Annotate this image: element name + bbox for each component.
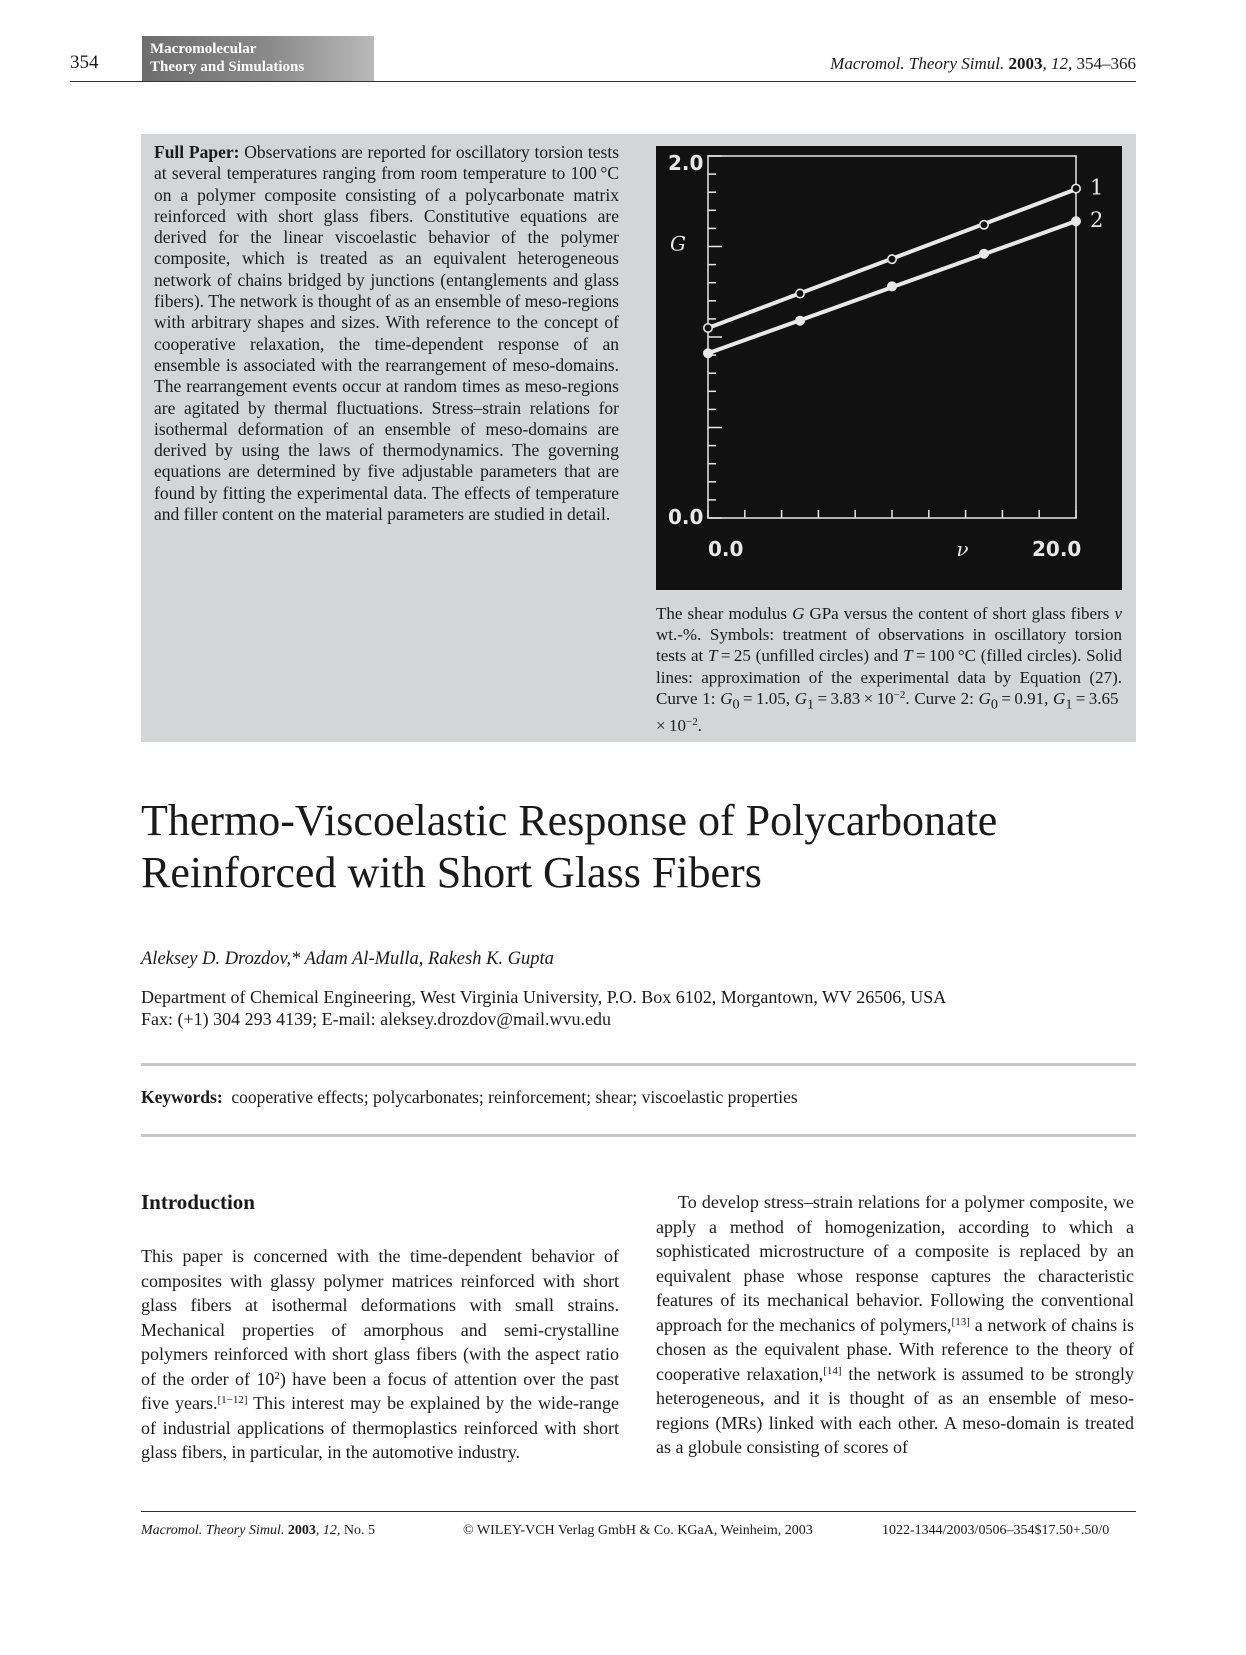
chart-svg bbox=[656, 146, 1122, 590]
running-year: 2003 bbox=[1008, 54, 1043, 73]
abstract-body: Observations are reported for oscillatory torsion tests at several temperatures ranging from room temperature to 100 °C on a polymer composite consisting of a polycarbonate matrix reinforced with short glass fibers. Constitutive equations are derived for the linear viscoelastic behavior of the polymer composite, which is treated as an equivalent heterogeneous network of chains bridged by junctions (entanglements and glass fibers). The network is thought of as an ensemble of meso-regions with arbitrary shapes and sizes. With reference to the concept of cooperative relaxation, the time-dependent response of an ensemble is associated with the rearrangement of meso-domains. The rearrangement events occur at random times as meso-regions are agitated by thermal fluctuations. Stress–strain relations for isothermal deformation of an ensemble of meso-domains are derived by using the laws of thermodynamics. The governing equations are determined by five adjustable parameters that are found by fitting the experimental data. The effects of temperature and filler content on the material parameters are studied in detail. bbox=[154, 142, 619, 525]
footer-citation: Macromol. Theory Simul. 2003, 12, No. 5 bbox=[141, 1523, 375, 1538]
x-tick-label-max: 20.0 bbox=[1032, 537, 1082, 561]
data-point-series-2 bbox=[704, 349, 712, 357]
affiliation-line-2: Fax: (+1) 304 293 4139; E-mail: aleksey.drozdov@mail.wvu.edu bbox=[141, 1009, 611, 1029]
footer-code: 1022-1344/2003/0506–354$17.50+.50/0 bbox=[882, 1523, 1110, 1538]
body-column-right: To develop stress–strain relations for a polymer composite, we apply a method of homogenization, according to which a sophisticated microstructure of a composite is replaced by an equivalent phase whose response captures the characteristic features of its mechanical behavior. Following the conventional approach for the mechanics of polymers,[13] a network of chains is chosen as the equivalent phase. With reference to the theory of cooperative relaxation,[14] the network is assumed to be strongly heterogeneous, and it is thought of as an ensemble of meso-regions (MRs) linked with each other. A meso-domain is treated as a globule consisting of scores of bbox=[656, 1192, 1134, 1457]
data-point-series-2 bbox=[1072, 217, 1080, 225]
affiliation-line-1: Department of Chemical Engineering, West Virginia University, P.O. Box 6102, Morgantown, WV 26506, USA bbox=[141, 987, 947, 1007]
logo-line-1: Macromolecular bbox=[150, 41, 257, 57]
authors: Aleksey D. Drozdov,* Adam Al-Mulla, Rakesh K. Gupta bbox=[141, 949, 554, 969]
footer-rule bbox=[141, 1511, 1136, 1512]
data-point-series-2 bbox=[888, 282, 896, 290]
title-line-1: Thermo-Viscoelastic Response of Polycarbonate bbox=[141, 796, 998, 845]
data-point-series-1 bbox=[980, 221, 988, 229]
keywords bbox=[141, 1087, 798, 1108]
data-point-series-1 bbox=[888, 255, 896, 263]
x-tick-label-min: 0.0 bbox=[708, 537, 744, 561]
running-head: Macromol. Theory Simul. 2003, 12, 354–366 bbox=[830, 54, 1136, 73]
footer-volume: 12 bbox=[322, 1523, 337, 1538]
keywords-bottom-rule bbox=[141, 1134, 1136, 1137]
footer-year: 2003 bbox=[287, 1523, 316, 1538]
running-journal: Macromol. Theory Simul. bbox=[830, 54, 1005, 73]
running-pages: 354–366 bbox=[1076, 54, 1136, 73]
series-label-2: 2 bbox=[1090, 208, 1104, 233]
footer-journal: Macromol. Theory Simul. bbox=[141, 1523, 285, 1538]
data-point-series-1 bbox=[796, 289, 804, 297]
title-line-2: Reinforced with Short Glass Fibers bbox=[141, 848, 762, 897]
footer-issue: No. 5 bbox=[343, 1523, 375, 1538]
data-point-series-1 bbox=[704, 324, 712, 332]
data-point-series-2 bbox=[796, 317, 804, 325]
figure-chart bbox=[656, 146, 1122, 590]
keywords-top-rule bbox=[141, 1063, 1136, 1066]
section-heading-introduction: Introduction bbox=[141, 1190, 255, 1214]
abstract-label: Full Paper: bbox=[154, 142, 240, 162]
figure-caption: The shear modulus G GPa versus the content of short glass fibers v wt.-%. Symbols: treatment of observations in oscillatory torsion tests at T = 25 (unfilled circles) and T = 100 °C (filled circles). Solid lines: approximation of the experimental data by Equation (27). Curve 1: $G_0 = 1.05$, $G_1 = 3.83 \times 10^{-2}$. Curve 2: $G_0 = 0.91$, $G_1 = 3.65 \times 10^{-2}$. bbox=[656, 604, 1123, 736]
journal-logo bbox=[142, 36, 374, 82]
chart-background bbox=[656, 146, 1122, 590]
keywords-list: cooperative effects; polycarbonates; reinforcement; shear; viscoelastic properties bbox=[231, 1087, 798, 1107]
logo-line-2: Theory and Simulations bbox=[150, 59, 305, 75]
article-title bbox=[141, 795, 1141, 899]
series-label-1: 1 bbox=[1090, 175, 1104, 200]
page-number: 354 bbox=[70, 52, 99, 73]
abstract bbox=[154, 142, 619, 525]
y-tick-label-min: 0.0 bbox=[668, 505, 704, 529]
x-axis-label: ν bbox=[956, 537, 969, 561]
header-rule bbox=[70, 81, 1136, 82]
footer-copyright: © WILEY-VCH Verlag GmbH & Co. KGaA, Weinheim, 2003 bbox=[463, 1523, 813, 1538]
running-volume: 12 bbox=[1051, 54, 1068, 73]
data-point-series-2 bbox=[980, 250, 988, 258]
keywords-label: Keywords: bbox=[141, 1087, 223, 1107]
affiliation bbox=[141, 986, 1141, 1030]
data-point-series-1 bbox=[1072, 184, 1080, 192]
y-tick-label-max: 2.0 bbox=[668, 151, 704, 175]
body-column-left: This paper is concerned with the time-dependent behavior of composites with glassy polymer matrices reinforced with short glass fibers at isothermal deformations with small strains. Mechanical properties of amorphous and semi-crystalline polymers reinforced with short glass fibers (with the aspect ratio of the order of $10^2$) have been a focus of attention over the past five years.[1−12] This interest may be explained by the wide-range of industrial applications of thermoplastics reinforced with short glass fibers, in particular, in the automotive industry. bbox=[141, 1246, 619, 1462]
y-axis-label: G bbox=[670, 231, 686, 256]
